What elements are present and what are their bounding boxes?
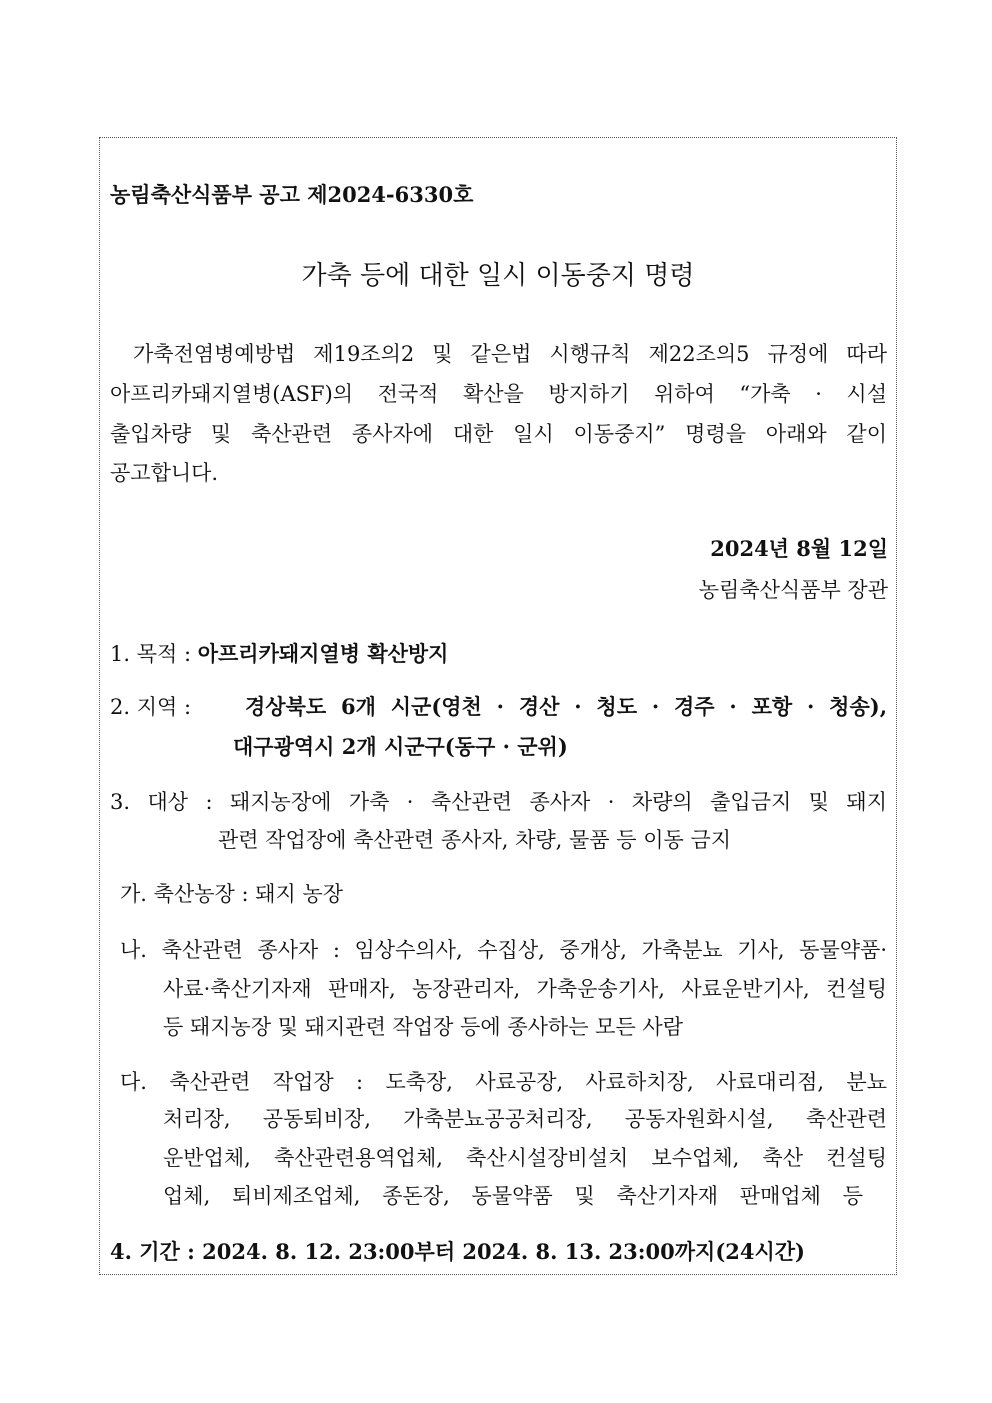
item-sub-na-line-1: 나. 축산관련 종사자 : 임상수의사, 수집상, 중개상, 가축분뇨 기사, 동물약품· (120, 938, 887, 962)
item-purpose (110, 640, 448, 668)
item-sub-da-line-4: 업체, 퇴비제조업체, 종돈장, 동물약품 및 축산기자재 판매업체 등 (163, 1184, 863, 1208)
intro-line-1: 가축전염병예방법 제19조의2 및 같은법 시행규칙 제22조의5 규정에 따라 (133, 342, 887, 366)
notice-number: 농림축산식품부 공고 제2024-6330호 (110, 182, 474, 207)
intro-line-4: 공고합니다. (110, 461, 219, 485)
item-target-line-1: 3. 대상 : 돼지농장에 가축 · 축산관련 종사자 · 차량의 출입금지 및 돼지 (110, 790, 887, 814)
item-region-line-2: 대구광역시 2개 시군구(동구 · 군위) (233, 734, 568, 759)
item-sub-ga: 가. 축산농장 : 돼지 농장 (120, 882, 344, 906)
item-target-line-2: 관련 작업장에 축산관련 종사자, 차량, 물품 등 이동 금지 (218, 828, 732, 852)
item-sub-da-line-3: 운반업체, 축산관련용역업체, 축산시설장비설치 보수업체, 축산 컨설팅 (163, 1146, 887, 1170)
item-purpose-label: 1. 목적 : (110, 642, 198, 666)
item-sub-da-line-2: 처리장, 공동퇴비장, 가축분뇨공공처리장, 공동자원화시설, 축산관련 (163, 1107, 887, 1131)
intro-line-2: 아프리카돼지열병(ASF)의 전국적 확산을 방지하기 위하여 “가축 · 시설 (110, 382, 887, 406)
intro-line-3: 출입차량 및 축산관련 종사자에 대한 일시 이동중지” 명령을 아래와 같이 (110, 422, 887, 446)
item-period: 4. 기간 : 2024. 8. 12. 23:00부터 2024. 8. 13. 23:00까지(24시간) (110, 1239, 805, 1264)
item-sub-na-line-3: 등 돼지농장 및 돼지관련 작업장 등에 종사하는 모든 사람 (163, 1015, 683, 1039)
notice-issuer: 농림축산식품부 장관 (698, 578, 888, 602)
notice-title: 가축 등에 대한 일시 이동중지 명령 (301, 261, 695, 291)
item-sub-da-line-1: 다. 축산관련 작업장 : 도축장, 사료공장, 사료하치장, 사료대리점, 분뇨 (120, 1070, 887, 1094)
item-purpose-value: 아프리카돼지열병 확산방지 (197, 641, 449, 666)
item-region-line-1: 경상북도 6개 시군(영천 · 경산 · 청도 · 경주 · 포항 · 청송), (245, 694, 887, 719)
item-region-label: 2. 지역 : (110, 695, 192, 719)
item-sub-na-line-2: 사료·축산기자재 판매자, 농장관리자, 가축운송기사, 사료운반기사, 컨설팅 (163, 977, 887, 1001)
notice-date: 2024년 8월 12일 (710, 536, 888, 561)
